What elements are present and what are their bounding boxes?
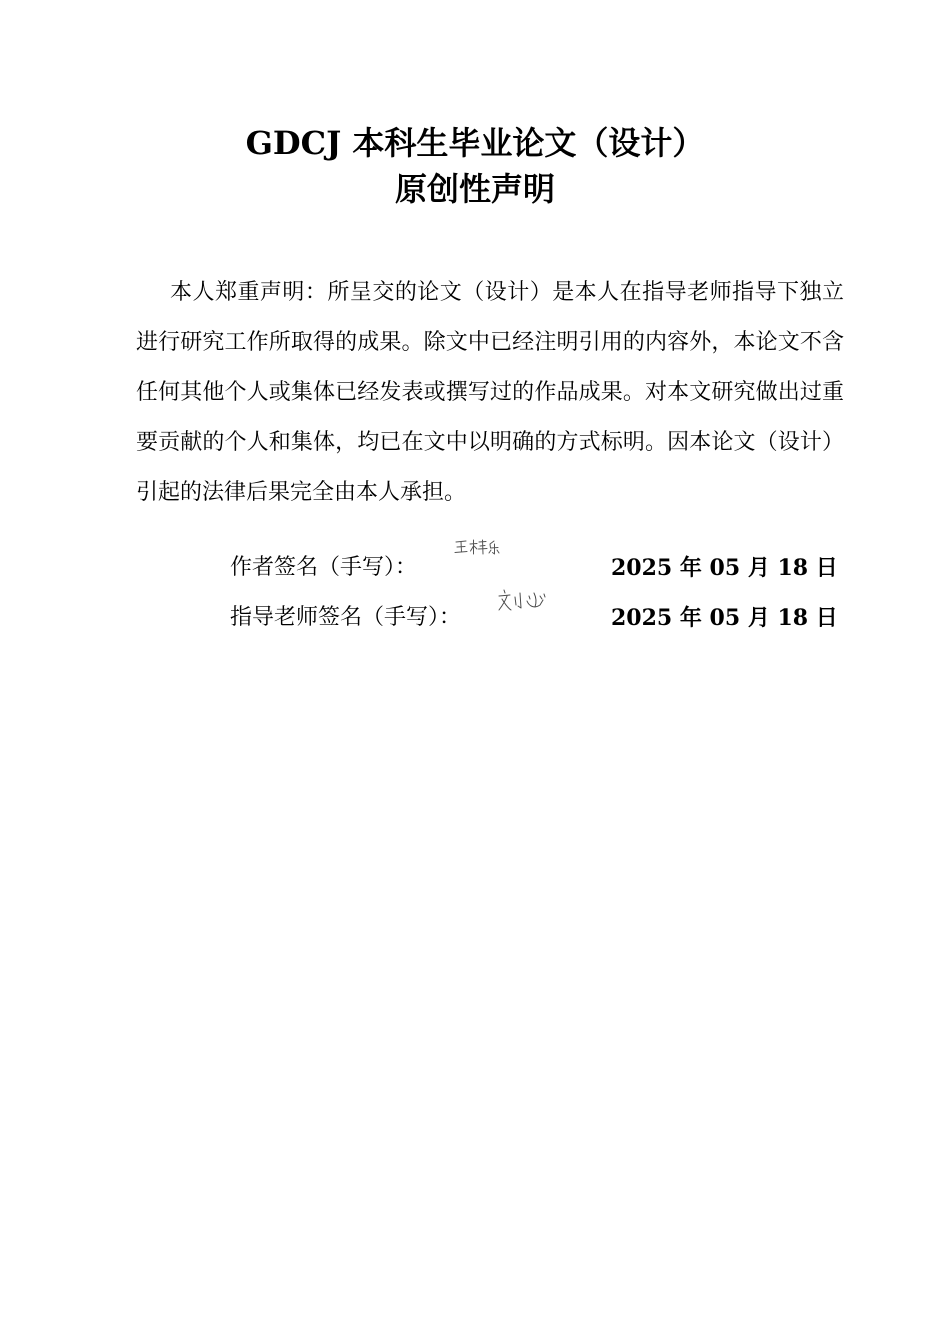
- advisor-signature-date: 2025 年 05 月 18 日: [611, 605, 838, 631]
- declaration-text: 本人郑重声明：所呈交的论文（设计）是本人在指导老师指导下独立进行研究工作所取得的成果。除文中已经注明引用的内容外，本论文不含任何其他个人或集体已经发表或撰写过的作品成果。对本文研究做出过重要贡献的个人和集体，均已在文中以明确的方式标明。因本论文（设计）引起的法律后果完全由本人承担。: [136, 280, 844, 505]
- advisor-signature-row: [230, 598, 850, 638]
- author-signature-row: [230, 548, 850, 588]
- author-signature-date: 2025 年 05 月 18 日: [611, 555, 838, 581]
- title-line-2: 原创性声明: [394, 170, 555, 208]
- author-signature-label: 作者签名（手写）：: [230, 555, 418, 580]
- advisor-signature-label: 指导老师签名（手写）：: [230, 605, 462, 630]
- document-title: [0, 120, 950, 212]
- author-handwritten-signature: [452, 534, 532, 574]
- title-line-1: GDCJ 本科生毕业论文（设计）: [245, 124, 705, 162]
- advisor-handwritten-signature: [496, 586, 576, 626]
